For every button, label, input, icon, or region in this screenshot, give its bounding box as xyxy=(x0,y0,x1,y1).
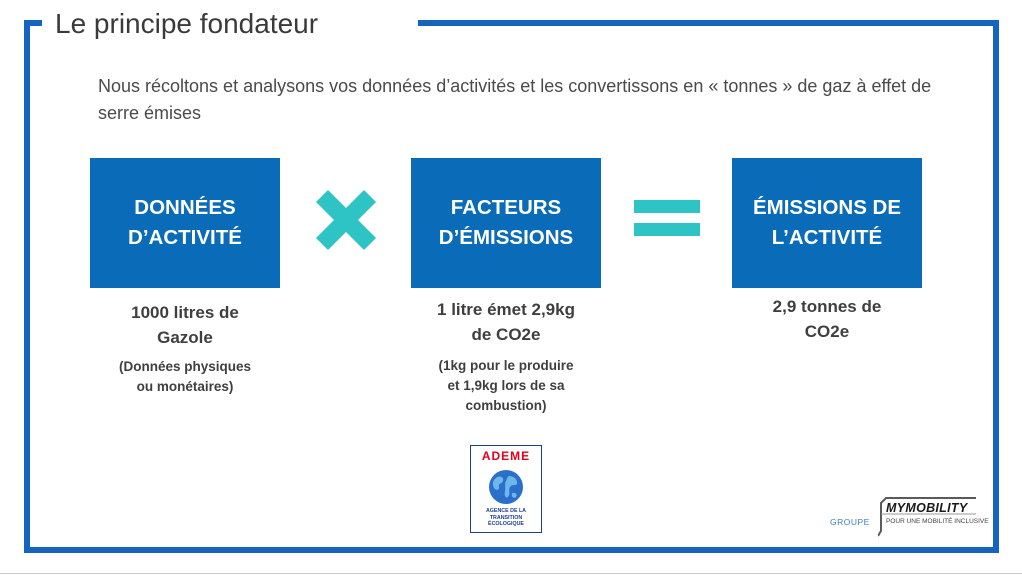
factor-note xyxy=(391,356,621,416)
emission-factors-line2: D’ÉMISSIONS xyxy=(438,226,574,249)
activity-data-box xyxy=(90,158,280,288)
ademe-sub-line3: ÉCOLOGIQUE xyxy=(488,521,524,527)
slide-bottom-divider xyxy=(0,573,1022,574)
activity-value-line2: Gazole xyxy=(157,328,213,347)
factor-value xyxy=(391,297,621,347)
slide-title: Le principe fondateur xyxy=(55,8,319,39)
factor-note-line2: et 1,9kg lors de sa xyxy=(447,378,565,393)
factor-value-line2: de CO2e xyxy=(471,325,541,344)
factor-note-line1: (1kg pour le produire xyxy=(438,358,574,373)
activity-emissions-line2: L’ACTIVITÉ xyxy=(771,226,883,249)
frame-left xyxy=(24,20,30,553)
activity-emissions-line1: ÉMISSIONS DE xyxy=(752,196,902,219)
activity-note-line1: (Données physiques xyxy=(118,359,252,374)
activity-value xyxy=(70,300,300,350)
ademe-sub-line2: TRANSITION xyxy=(489,514,523,521)
emission-factors-line1: FACTEURS xyxy=(450,196,562,219)
factor-value-line1: 1 litre émet 2,9kg xyxy=(437,300,575,319)
logo-name-text: MYMOBILITY xyxy=(886,501,968,515)
activity-data-line1: DONNÉES xyxy=(134,196,236,219)
ademe-logo xyxy=(470,445,542,533)
logo-tagline-text: POUR UNE MOBILITÉ INCLUSIVE xyxy=(886,518,989,525)
emission-factors-box xyxy=(411,158,601,288)
activity-note xyxy=(70,357,300,397)
emissions-value xyxy=(712,294,942,344)
activity-data-line2: D’ACTIVITÉ xyxy=(128,226,242,249)
activity-emissions-box xyxy=(732,158,922,288)
ademe-sub-line1: AGENCE DE LA xyxy=(485,508,527,514)
frame-right xyxy=(993,20,999,553)
ademe-logo-subtitle xyxy=(473,508,539,528)
intro-text: Nous récoltons et analysons vos données d’activités et les convertissons en « tonnes » de gaz à effet de serre émises xyxy=(98,76,932,123)
factor-note-line3: combustion) xyxy=(465,398,547,413)
globe-icon xyxy=(487,468,525,506)
equals-icon xyxy=(634,200,700,238)
ademe-logo-name: ADEME xyxy=(481,449,531,463)
emissions-value-line1: 2,9 tonnes de xyxy=(772,297,882,316)
frame-top-right xyxy=(418,20,999,26)
logo-groupe-text: GROUPE xyxy=(830,517,870,527)
multiply-icon xyxy=(314,188,378,252)
activity-note-line2: ou monétaires) xyxy=(136,379,234,394)
emissions-value-line2: CO2e xyxy=(804,322,850,341)
activity-value-line1: 1000 litres de xyxy=(131,303,239,322)
mymobility-logo xyxy=(828,497,989,537)
frame-bottom xyxy=(24,547,999,553)
